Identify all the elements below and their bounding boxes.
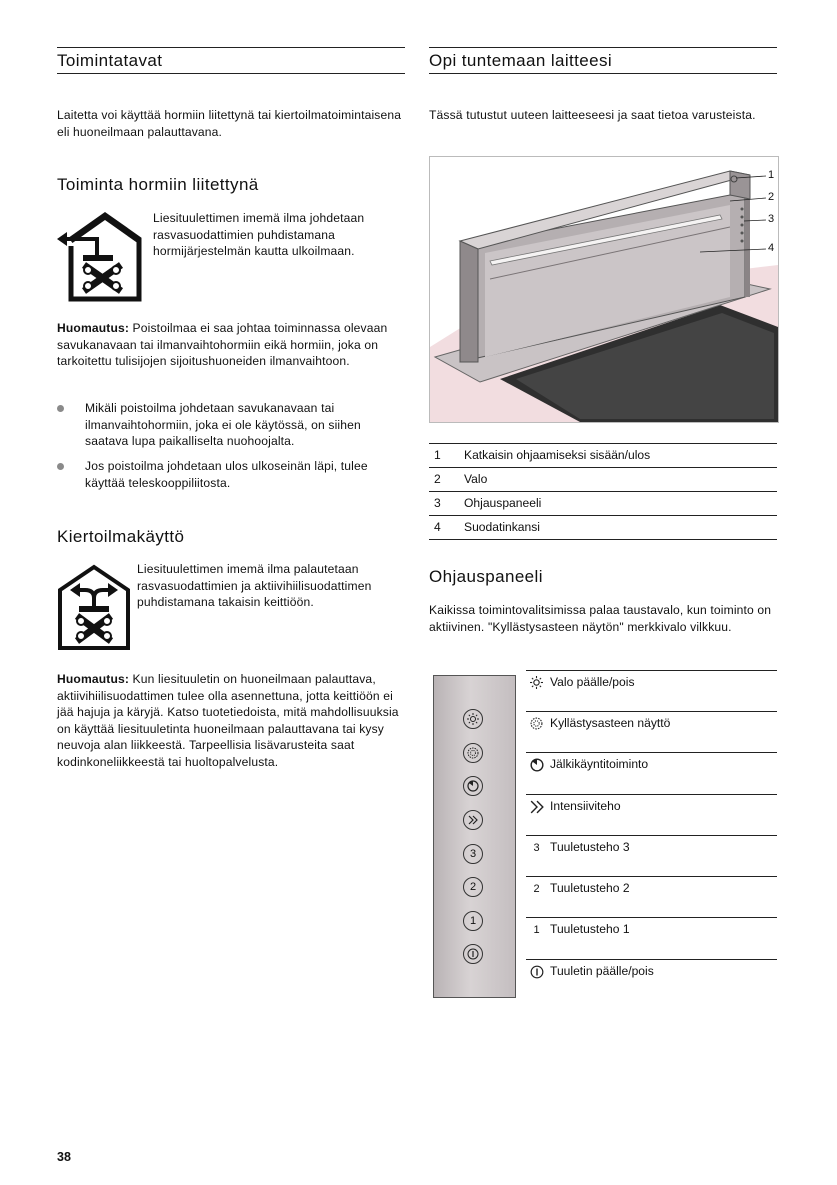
exhaust-bullet-1	[57, 400, 405, 452]
legend-label: Katkaisin ohjaamiseksi sisään/ulos	[464, 448, 651, 462]
afterrun-button[interactable]	[463, 776, 483, 796]
intensive-icon	[467, 814, 479, 826]
saturation-icon	[467, 747, 479, 759]
page-number: 38	[57, 1150, 71, 1164]
operation-modes-intro: Laitetta voi käyttää hormiin liitettynä tai kiertoilmatoimintaisena eli huoneilmaan palauttavana.	[57, 108, 402, 139]
saturation-button[interactable]	[463, 743, 483, 763]
level-2-button[interactable]: 2	[463, 877, 483, 897]
level-1-button[interactable]: 1	[463, 911, 483, 931]
legend-row	[429, 444, 777, 468]
control-row-light	[526, 670, 777, 712]
legend-num: 4	[434, 520, 441, 534]
control-row-intensive	[526, 794, 777, 836]
level-2-icon: 2	[533, 882, 540, 895]
control-row-saturation	[526, 711, 777, 753]
exhaust-house-icon	[57, 211, 143, 303]
afterrun-icon	[467, 780, 479, 792]
exhaust-mode-text: Liesituulettimen imemä ilma johdetaan rasvasuodattimien puhdistamana hormijärjestelmän kautta ulkoilmaan.	[153, 211, 365, 259]
control-row-level-1	[526, 917, 777, 959]
legend-label: Ohjauspaneeli	[464, 496, 542, 510]
light-icon	[529, 675, 544, 690]
get-to-know-intro: Tässä tutustut uuteen laitteeseesi ja saat tietoa varusteista.	[429, 108, 756, 122]
callout-3: 3	[768, 213, 775, 225]
legend-row	[429, 516, 777, 540]
callout-2: 2	[768, 191, 775, 203]
recirculation-mode-title: Kiertoilmakäyttö	[57, 527, 185, 546]
control-panel-title: Ohjauspaneeli	[429, 567, 543, 586]
bullet-dot	[57, 463, 64, 470]
legend-num: 3	[434, 496, 441, 510]
callout-1: 1	[768, 169, 775, 181]
control-label: Valo päälle/pois	[550, 675, 635, 689]
control-label: Intensiiviteho	[550, 799, 621, 813]
section-title-get-to-know: Opi tuntemaan laitteesi	[429, 47, 777, 74]
control-panel-image	[433, 675, 516, 998]
light-button[interactable]	[463, 709, 483, 729]
recirculation-note-text: Kun liesituuletin on huoneilmaan palauttava, aktiivihiilisuodattimen tulee olla asennettuna, jotta keittiöön ei jää hajuja ja käryjä. Katso tuotetiedoista, mitä mahdollisuuksia on käyttää liesituuletinta huoneilmaan palauttavana tai kysy neuvoja alan liikkeestä. Tarpeellisia lisävarusteita saat kodinkoneliikkeestä tai huoltopalvelusta.	[57, 672, 399, 769]
legend-num: 1	[434, 448, 441, 462]
control-label: Tuuletin päälle/pois	[550, 964, 654, 978]
control-row-afterrun	[526, 752, 777, 794]
legend-row	[429, 492, 777, 516]
exhaust-note	[57, 320, 405, 370]
light-icon	[467, 713, 479, 725]
appliance-illustration	[429, 156, 779, 423]
legend-num: 2	[434, 472, 441, 486]
bullet-dot	[57, 405, 64, 412]
exhaust-bullet-2	[57, 458, 405, 494]
exhaust-mode-title: Toiminta hormiin liitettynä	[57, 175, 259, 194]
power-button[interactable]	[463, 944, 483, 964]
power-icon	[529, 964, 544, 979]
intensive-button[interactable]	[463, 810, 483, 830]
level-3-button[interactable]: 3	[463, 844, 483, 864]
intensive-icon	[529, 799, 544, 814]
exhaust-note-label: Huomautus:	[57, 321, 130, 335]
control-label: Kyllästysasteen näyttö	[550, 716, 671, 730]
recirculation-mode-text: Liesituulettimen imemä ilma palautetaan rasvasuodattimien ja aktiivihiilisuodattimen puhdistamana takaisin keittiöön.	[137, 562, 372, 610]
parts-legend	[429, 443, 777, 540]
level-3-icon: 3	[533, 841, 540, 854]
bullet-text: Mikäli poistoilma johdetaan savukanavaan tai ilmanvaihtohormiin, joka ei ole käytössä, on siihen saatava lupa paikalliselta nuohoojalta.	[85, 401, 361, 449]
level-1-icon: 1	[533, 923, 540, 936]
legend-label: Suodatinkansi	[464, 520, 540, 534]
section-title-operation-modes: Toimintatavat	[57, 47, 405, 74]
control-row-level-2	[526, 876, 777, 918]
control-row-power	[526, 959, 777, 1001]
control-panel-intro: Kaikissa toimintovalitsimissa palaa taustavalo, kun toiminto on aktiivinen. "Kyllästysasteen näytön" merkkivalo vilkkuu.	[429, 603, 772, 634]
control-label: Tuuletusteho 2	[550, 881, 630, 895]
afterrun-icon	[529, 757, 544, 772]
control-row-level-3	[526, 835, 777, 877]
legend-label: Valo	[464, 472, 488, 486]
recirculation-note	[57, 671, 405, 771]
callout-4: 4	[768, 242, 775, 254]
control-label: Tuuletusteho 3	[550, 840, 630, 854]
recirculation-note-label: Huomautus:	[57, 672, 130, 686]
power-icon	[467, 948, 479, 960]
bullet-text: Jos poistoilma johdetaan ulos ulkoseinän läpi, tulee käyttää teleskooppiliitosta.	[85, 459, 368, 490]
control-label: Jälkikäyntitoiminto	[550, 757, 649, 771]
exhaust-note-text: Poistoilmaa ei saa johtaa toiminnassa olevaan savukanavaan tai ilmanvaihtohormiin eikä hormiin, joka on tarkoitettu tulisijojen sijoitushuoneiden ilmanvaihtoon.	[57, 321, 388, 369]
saturation-icon	[529, 716, 544, 731]
control-label: Tuuletusteho 1	[550, 922, 630, 936]
legend-row	[429, 468, 777, 492]
recirculation-house-icon	[57, 564, 131, 652]
